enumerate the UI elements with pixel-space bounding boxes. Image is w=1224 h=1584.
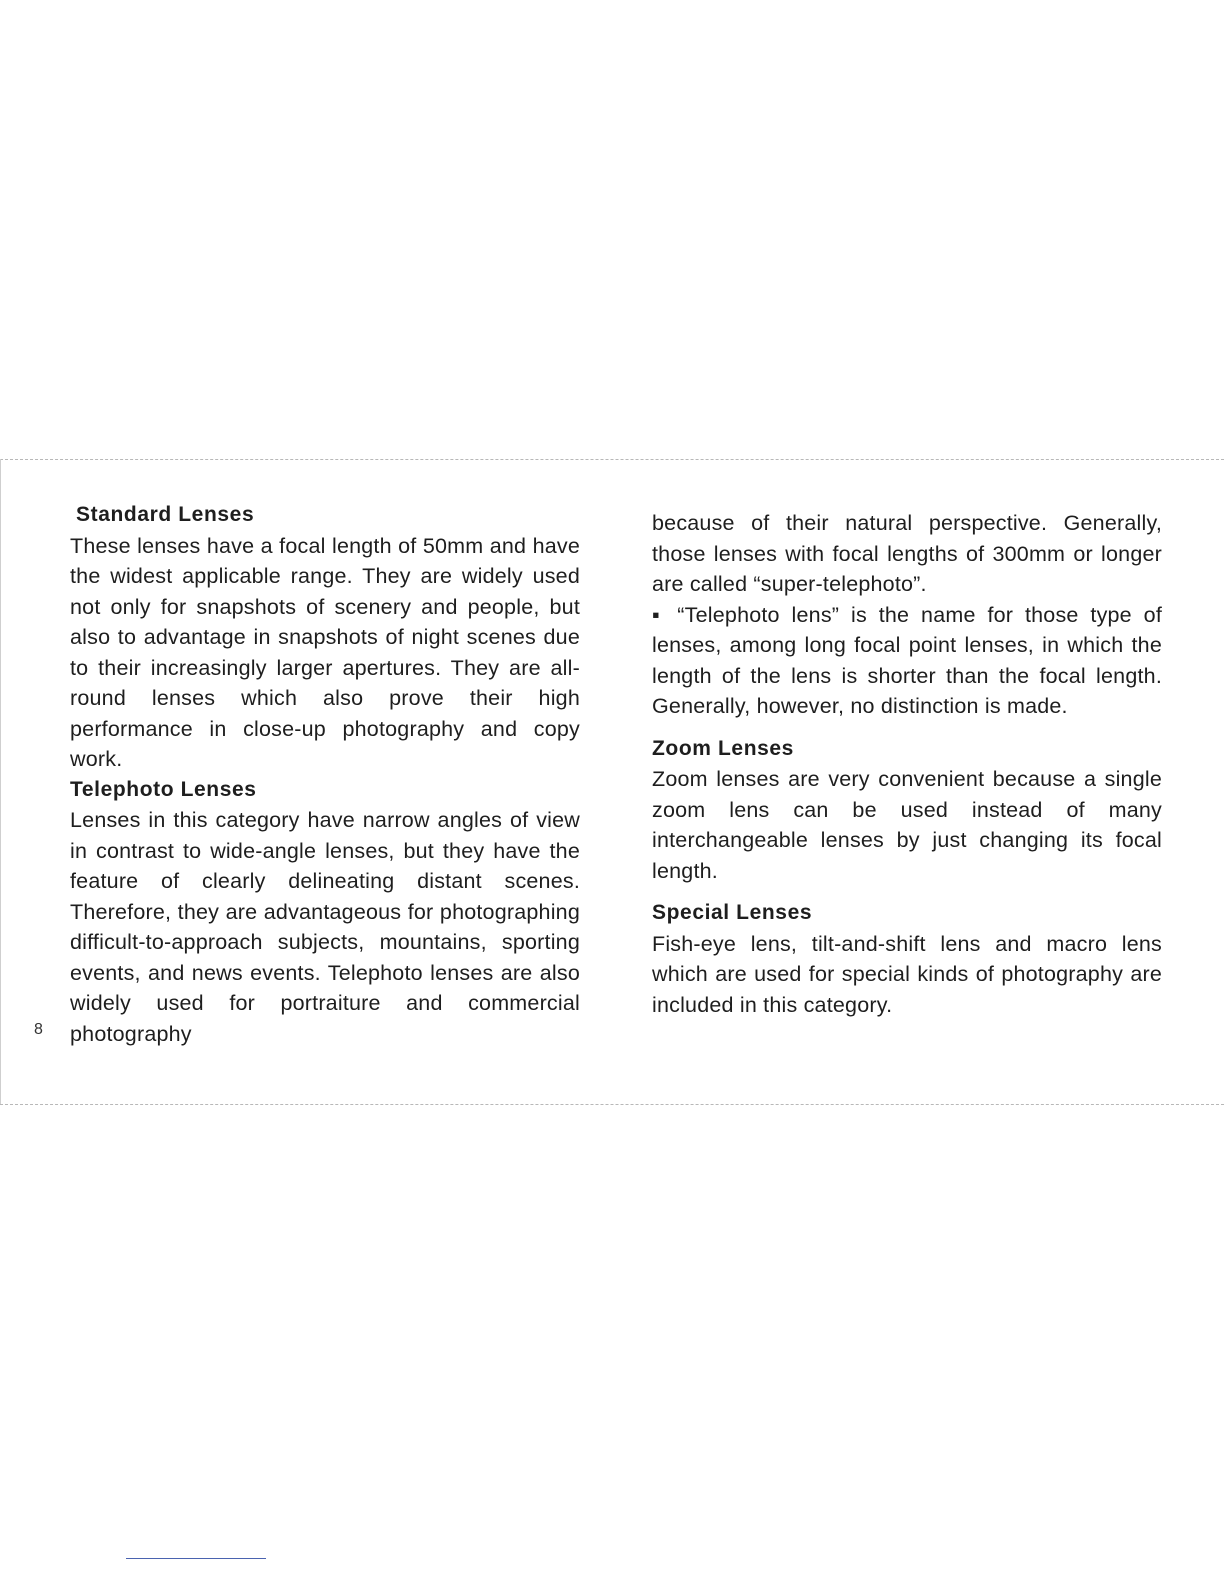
telephoto-lenses-body: Lenses in this category have narrow angles of view in contrast to wide-angle lenses, but they have the feature of clearly delineating distant scenes. Therefore, they are advantageous for photographing difficult-to-approach subjects, mountains, sporting events, and news events. Telephoto lenses are also widely used for portraiture and commercial photography	[70, 808, 580, 1046]
zoom-lenses-heading: Zoom Lenses	[652, 736, 794, 760]
telephoto-continued: because of their natural perspective. Generally, those lenses with focal lengths of 300mm or longer are called “super-telephoto”.	[652, 511, 1162, 596]
footer-line	[126, 1558, 266, 1559]
special-lenses-heading: Special Lenses	[652, 901, 813, 924]
standard-lenses-heading: Standard Lenses	[76, 503, 255, 526]
telephoto-note: ▪ “Telephoto lens” is the name for those type of lenses, among long focal point lenses, in which the length of the lens is shorter than the focal length. Generally, however, no distinction is made.	[652, 602, 1162, 718]
page-top-rule	[0, 459, 1224, 460]
page-left-edge	[0, 459, 1, 1104]
right-column	[652, 508, 1162, 1020]
page-number: 8	[34, 1021, 43, 1038]
standard-lenses-body: These lenses have a focal length of 50mm and have the widest applicable range. They are widely used not only for snapshots of scenery and people, but also to advantage in snapshots of night scenes due to their increasingly larger apertures. They are all-round lenses which also prove their high performance in close-up photography and copy work.	[70, 533, 580, 771]
special-lenses-body: Fish-eye lens, tilt-and-shift lens and macro lens which are used for special kinds of photography are included in this category.	[652, 931, 1162, 1017]
page-bottom-rule	[0, 1104, 1224, 1105]
zoom-lenses-body: Zoom lenses are very convenient because a single zoom lens can be used instead of many interchangeable lenses by just changing its focal length.	[652, 767, 1162, 883]
telephoto-lenses-heading: Telephoto Lenses	[70, 777, 257, 801]
left-column	[70, 500, 580, 1049]
